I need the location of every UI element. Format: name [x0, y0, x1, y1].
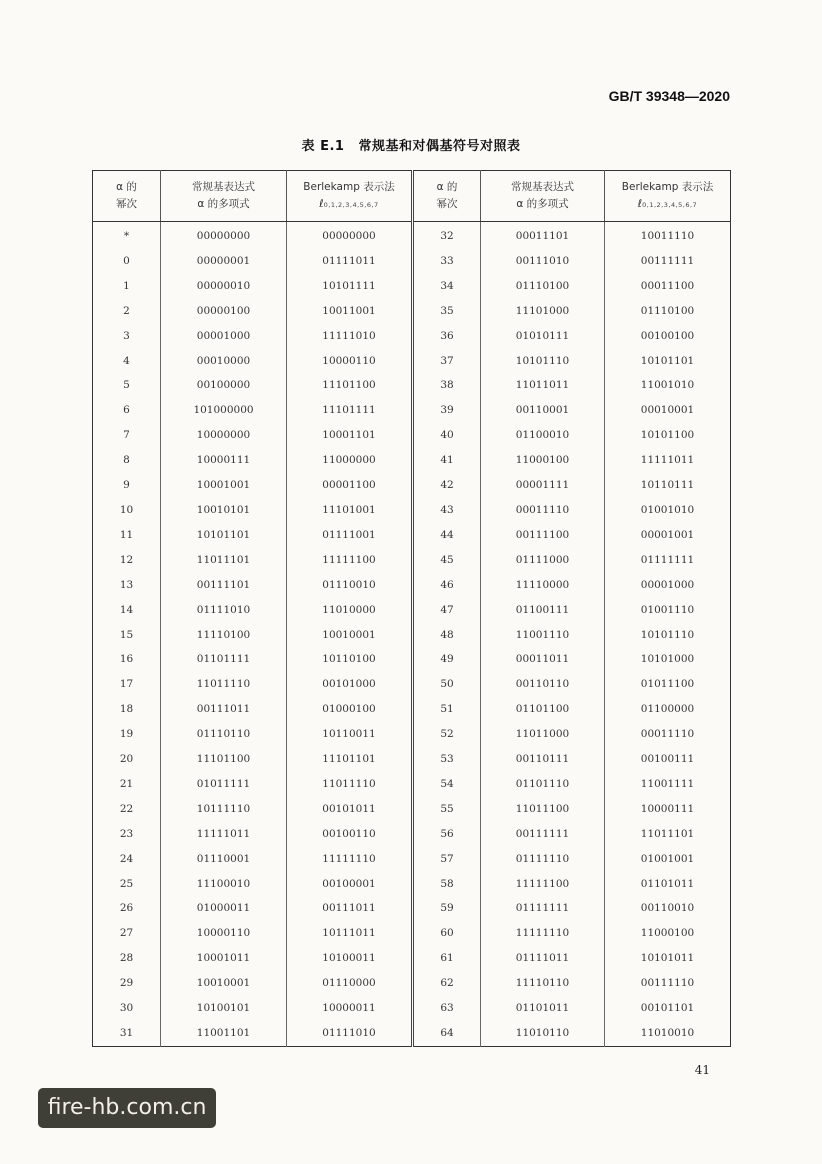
cell-normal-2: 11011011	[481, 373, 605, 398]
cell-power: 6	[123, 404, 130, 417]
cell-berlekamp: 10010001	[287, 623, 413, 648]
cell-normal-2: 00011011	[481, 647, 605, 672]
cell-berlekamp: 01111001	[287, 523, 413, 548]
table-row	[93, 573, 731, 598]
cell-berlekamp: 11111110	[287, 847, 413, 872]
cell-power-2: 52	[413, 722, 481, 747]
table-header-row	[93, 171, 731, 222]
cell-normal: 11011110	[161, 672, 287, 697]
cell-normal: 00000100	[161, 299, 287, 324]
cell-berlekamp-2: 10101101	[605, 349, 731, 374]
cell-berlekamp: 11101100	[287, 373, 413, 398]
cell-power: 9	[123, 479, 130, 492]
cell-normal-2: 00110110	[481, 672, 605, 697]
cell-berlekamp: 01111010	[287, 1021, 413, 1046]
table-row	[93, 222, 731, 249]
cell-normal: 11111011	[161, 822, 287, 847]
cell-normal: 10010001	[161, 971, 287, 996]
cell-power-2: 33	[413, 249, 481, 274]
cell-normal: 11001101	[161, 1021, 287, 1046]
cell-berlekamp-2: 10101011	[605, 946, 731, 971]
cell-power-2: 64	[413, 1021, 481, 1046]
table-row	[93, 772, 731, 797]
cell-normal-2: 11111110	[481, 921, 605, 946]
cell-power: 11	[119, 528, 134, 541]
cell-berlekamp-2: 00110010	[605, 896, 731, 921]
cell-normal-2: 00001111	[481, 473, 605, 498]
cell-berlekamp: 11101001	[287, 498, 413, 523]
cell-normal-2: 00011110	[481, 498, 605, 523]
cell-berlekamp-2: 00001000	[605, 573, 731, 598]
table-row	[93, 324, 731, 349]
cell-berlekamp-2: 00001001	[605, 523, 731, 548]
cell-berlekamp-2: 01101011	[605, 872, 731, 897]
cell-power: 29	[119, 977, 134, 990]
cell-normal-2: 01100111	[481, 598, 605, 623]
table-row	[93, 398, 731, 423]
cell-normal: 00000001	[161, 249, 287, 274]
table-row	[93, 548, 731, 573]
cell-power-2: 56	[413, 822, 481, 847]
cell-normal: 01110110	[161, 722, 287, 747]
table-row	[93, 822, 731, 847]
cell-berlekamp-2: 10101100	[605, 423, 731, 448]
cell-power-2: 57	[413, 847, 481, 872]
cell-berlekamp-2: 00011110	[605, 722, 731, 747]
cell-berlekamp-2: 10101110	[605, 623, 731, 648]
cell-normal: 10010101	[161, 498, 287, 523]
cell-berlekamp: 00100110	[287, 822, 413, 847]
table-row	[93, 697, 731, 722]
table-row	[93, 349, 731, 374]
cell-power-2: 46	[413, 573, 481, 598]
cell-power-2: 51	[413, 697, 481, 722]
cell-berlekamp-2: 00101101	[605, 996, 731, 1021]
cell-berlekamp-2: 00111110	[605, 971, 731, 996]
cell-power-2: 49	[413, 647, 481, 672]
cell-power-2: 59	[413, 896, 481, 921]
cell-normal-2: 01010111	[481, 324, 605, 349]
table-row	[93, 299, 731, 324]
cell-normal: 10000110	[161, 921, 287, 946]
cell-berlekamp-2: 10101000	[605, 647, 731, 672]
cell-berlekamp-2: 00100111	[605, 747, 731, 772]
cell-berlekamp: 11111010	[287, 324, 413, 349]
table-row	[93, 872, 731, 897]
cell-berlekamp: 11000000	[287, 448, 413, 473]
cell-power-2: 35	[413, 299, 481, 324]
cell-berlekamp-2: 01100000	[605, 697, 731, 722]
cell-power-2: 40	[413, 423, 481, 448]
table-row	[93, 274, 731, 299]
col-header-power-2: α 的 幂次	[413, 171, 481, 222]
cell-power: 18	[119, 703, 134, 716]
table-row	[93, 473, 731, 498]
standard-code: GB/T 39348—2020	[608, 88, 730, 104]
cell-berlekamp: 10101111	[287, 274, 413, 299]
cell-normal: 10001011	[161, 946, 287, 971]
cell-berlekamp: 11101111	[287, 398, 413, 423]
table-row	[93, 971, 731, 996]
cell-normal-2: 11010110	[481, 1021, 605, 1046]
cell-power-2: 53	[413, 747, 481, 772]
cell-power-2: 43	[413, 498, 481, 523]
cell-normal-2: 01111000	[481, 548, 605, 573]
cell-berlekamp: 00111011	[287, 896, 413, 921]
cell-normal-2: 01111111	[481, 896, 605, 921]
site-watermark: fire-hb.com.cn	[38, 1088, 216, 1128]
table-row	[93, 423, 731, 448]
cell-power: 19	[119, 728, 134, 741]
cell-normal: 11101100	[161, 747, 287, 772]
cell-berlekamp: 11010000	[287, 598, 413, 623]
table-row	[93, 896, 731, 921]
cell-normal: 10001001	[161, 473, 287, 498]
cell-normal: 101000000	[161, 398, 287, 423]
cell-power: 24	[119, 852, 134, 865]
cell-power: 20	[119, 753, 134, 766]
cell-berlekamp-2: 00010001	[605, 398, 731, 423]
cell-normal-2: 11000100	[481, 448, 605, 473]
table-row	[93, 722, 731, 747]
cell-power-2: 34	[413, 274, 481, 299]
cell-berlekamp: 00000000	[287, 222, 413, 249]
basis-comparison-table	[92, 170, 731, 1047]
cell-power-2: 32	[413, 222, 481, 249]
table-row	[93, 448, 731, 473]
cell-berlekamp-2: 00100100	[605, 324, 731, 349]
cell-berlekamp: 00101000	[287, 672, 413, 697]
cell-normal-2: 00111010	[481, 249, 605, 274]
cell-normal-2: 00011101	[481, 222, 605, 249]
cell-berlekamp-2: 10110111	[605, 473, 731, 498]
cell-normal-2: 01101110	[481, 772, 605, 797]
cell-normal: 00000010	[161, 274, 287, 299]
cell-berlekamp-2: 11010010	[605, 1021, 731, 1046]
cell-berlekamp: 10110011	[287, 722, 413, 747]
cell-berlekamp-2: 01110100	[605, 299, 731, 324]
cell-power: 14	[119, 603, 134, 616]
cell-normal: 10101101	[161, 523, 287, 548]
cell-power-2: 36	[413, 324, 481, 349]
cell-berlekamp: 01111011	[287, 249, 413, 274]
cell-power: 2	[123, 304, 130, 317]
cell-normal-2: 01101100	[481, 697, 605, 722]
cell-berlekamp: 01110010	[287, 573, 413, 598]
cell-berlekamp: 11101101	[287, 747, 413, 772]
cell-berlekamp-2: 11001010	[605, 373, 731, 398]
cell-power-2: 42	[413, 473, 481, 498]
cell-normal: 00100000	[161, 373, 287, 398]
cell-berlekamp-2: 11000100	[605, 921, 731, 946]
cell-power-2: 37	[413, 349, 481, 374]
cell-power: 21	[119, 777, 134, 790]
cell-normal: 10000111	[161, 448, 287, 473]
table-row	[93, 672, 731, 697]
cell-normal-2: 11011100	[481, 797, 605, 822]
cell-normal-2: 01110100	[481, 274, 605, 299]
cell-power: 15	[119, 628, 134, 641]
cell-power: 31	[119, 1027, 134, 1039]
cell-normal: 11110100	[161, 623, 287, 648]
table-row	[93, 249, 731, 274]
cell-power: 23	[119, 827, 134, 840]
table-row	[93, 373, 731, 398]
cell-normal-2: 01111110	[481, 847, 605, 872]
table-row	[93, 598, 731, 623]
cell-normal: 00001000	[161, 324, 287, 349]
cell-power-2: 62	[413, 971, 481, 996]
cell-berlekamp: 00101011	[287, 797, 413, 822]
table-row	[93, 498, 731, 523]
cell-power: 28	[119, 952, 134, 965]
cell-berlekamp: 00100001	[287, 872, 413, 897]
cell-normal-2: 01100010	[481, 423, 605, 448]
cell-normal-2: 00110001	[481, 398, 605, 423]
cell-power: 12	[119, 553, 134, 566]
table-row	[93, 623, 731, 648]
cell-power: 7	[123, 429, 130, 442]
cell-power: 30	[119, 1002, 134, 1015]
table-caption	[0, 135, 822, 154]
cell-power-2: 48	[413, 623, 481, 648]
cell-normal: 01110001	[161, 847, 287, 872]
cell-power: 10	[119, 503, 134, 516]
cell-power-2: 55	[413, 797, 481, 822]
cell-power-2: 41	[413, 448, 481, 473]
table-row	[93, 747, 731, 772]
cell-power: 1	[123, 279, 130, 292]
cell-berlekamp-2: 10000111	[605, 797, 731, 822]
cell-berlekamp-2: 01001001	[605, 847, 731, 872]
cell-berlekamp: 10100011	[287, 946, 413, 971]
cell-power: 3	[123, 329, 130, 342]
cell-normal: 01101111	[161, 647, 287, 672]
cell-power-2: 50	[413, 672, 481, 697]
cell-normal-2: 01101011	[481, 996, 605, 1021]
cell-berlekamp: 10000110	[287, 349, 413, 374]
cell-normal: 10000000	[161, 423, 287, 448]
cell-berlekamp-2: 01011100	[605, 672, 731, 697]
table-row	[93, 946, 731, 971]
table-row	[93, 847, 731, 872]
cell-berlekamp-2: 01001010	[605, 498, 731, 523]
page-number: 41	[694, 1063, 710, 1077]
cell-power: 25	[119, 877, 134, 890]
cell-berlekamp: 11111100	[287, 548, 413, 573]
cell-power-2: 54	[413, 772, 481, 797]
cell-power-2: 61	[413, 946, 481, 971]
cell-berlekamp: 10000011	[287, 996, 413, 1021]
table-row	[93, 523, 731, 548]
cell-normal-2: 01111011	[481, 946, 605, 971]
cell-normal: 10111110	[161, 797, 287, 822]
cell-normal: 00111011	[161, 697, 287, 722]
cell-berlekamp: 00001100	[287, 473, 413, 498]
cell-power: *	[123, 230, 130, 242]
cell-normal-2: 00111111	[481, 822, 605, 847]
cell-normal: 11100010	[161, 872, 287, 897]
cell-berlekamp-2: 11011101	[605, 822, 731, 847]
table-row	[93, 996, 731, 1021]
cell-power: 26	[119, 902, 134, 915]
cell-normal-2: 11110000	[481, 573, 605, 598]
cell-berlekamp: 11011110	[287, 772, 413, 797]
table-row	[93, 1021, 731, 1046]
table-row	[93, 797, 731, 822]
cell-power: 13	[119, 578, 134, 591]
cell-normal-2: 11110110	[481, 971, 605, 996]
cell-berlekamp: 10001101	[287, 423, 413, 448]
table-row	[93, 647, 731, 672]
cell-power-2: 60	[413, 921, 481, 946]
cell-power-2: 44	[413, 523, 481, 548]
cell-normal-2: 11111100	[481, 872, 605, 897]
cell-normal: 01111010	[161, 598, 287, 623]
cell-normal: 00000000	[161, 222, 287, 249]
cell-power-2: 47	[413, 598, 481, 623]
table-title: 常规基和对偶基符号对照表	[358, 139, 521, 154]
col-header-berlekamp: Berlekamp 表示法 ℓ0,1,2,3,4,5,6,7	[287, 171, 413, 222]
col-header-normal-basis: 常规基表达式 α 的多项式	[161, 171, 287, 222]
table-row	[93, 921, 731, 946]
cell-power-2: 39	[413, 398, 481, 423]
cell-berlekamp: 10011001	[287, 299, 413, 324]
cell-berlekamp: 10111011	[287, 921, 413, 946]
cell-normal-2: 10101110	[481, 349, 605, 374]
cell-berlekamp-2: 01001110	[605, 598, 731, 623]
cell-power: 17	[119, 678, 134, 691]
cell-power: 0	[123, 254, 130, 267]
cell-normal-2: 11011000	[481, 722, 605, 747]
cell-power: 22	[119, 802, 134, 815]
cell-normal: 01000011	[161, 896, 287, 921]
cell-normal-2: 11001110	[481, 623, 605, 648]
cell-berlekamp-2: 00111111	[605, 249, 731, 274]
cell-normal: 00010000	[161, 349, 287, 374]
cell-berlekamp-2: 01111111	[605, 548, 731, 573]
cell-normal: 10100101	[161, 996, 287, 1021]
cell-power-2: 45	[413, 548, 481, 573]
col-header-berlekamp-2: Berlekamp 表示法 ℓ0,1,2,3,4,5,6,7	[605, 171, 731, 222]
col-header-normal-basis-2: 常规基表达式 α 的多项式	[481, 171, 605, 222]
cell-normal: 11011101	[161, 548, 287, 573]
cell-berlekamp: 01000100	[287, 697, 413, 722]
cell-power-2: 38	[413, 373, 481, 398]
cell-power-2: 63	[413, 996, 481, 1021]
cell-normal-2: 00111100	[481, 523, 605, 548]
cell-power: 5	[123, 379, 130, 392]
cell-power: 4	[123, 354, 130, 367]
cell-berlekamp-2: 11001111	[605, 772, 731, 797]
col-header-power: α 的 幂次	[93, 171, 161, 222]
cell-power: 8	[123, 454, 130, 467]
cell-berlekamp-2: 10011110	[605, 222, 731, 249]
cell-power-2: 58	[413, 872, 481, 897]
cell-power: 16	[119, 653, 134, 666]
cell-berlekamp-2: 00011100	[605, 274, 731, 299]
cell-berlekamp: 10110100	[287, 647, 413, 672]
cell-normal-2: 11101000	[481, 299, 605, 324]
cell-normal: 01011111	[161, 772, 287, 797]
cell-berlekamp-2: 11111011	[605, 448, 731, 473]
cell-power: 27	[119, 927, 134, 940]
cell-normal: 00111101	[161, 573, 287, 598]
cell-normal-2: 00110111	[481, 747, 605, 772]
cell-berlekamp: 01110000	[287, 971, 413, 996]
table-number: 表 E.1	[301, 139, 345, 154]
